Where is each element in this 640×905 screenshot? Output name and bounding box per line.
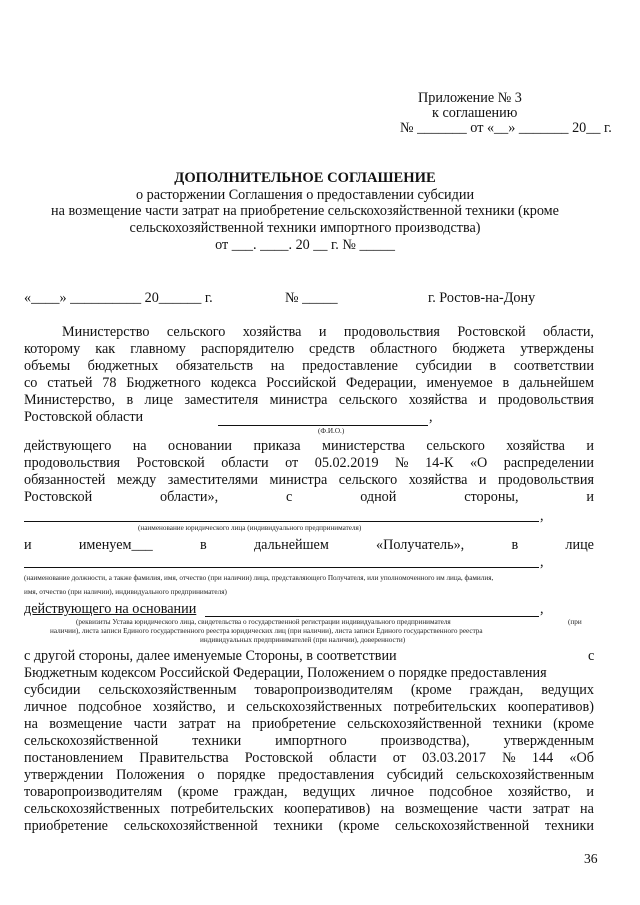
word: сельскохозяйственной <box>394 818 530 834</box>
word: Российской <box>266 375 337 391</box>
word: лице <box>565 537 594 553</box>
word: личное <box>370 784 414 800</box>
para1-line-9 <box>24 472 594 489</box>
word: затрат <box>178 716 216 732</box>
para2-line-6 <box>24 733 594 750</box>
agreement-number: № _____ <box>285 290 338 306</box>
word: заместителя <box>184 392 259 408</box>
representative-field[interactable] <box>24 567 539 568</box>
word: приобретение <box>24 818 108 834</box>
para2-line-1: с другой стороны, далее именуемые Стороны, в соответствии <box>24 648 397 664</box>
para1-line-4 <box>24 375 594 392</box>
basis-caption-2: наличии), листа записи Единого государственного реестра юридических лиц (при наличии), листа записи Единого государственного реестра <box>50 627 483 635</box>
word: о <box>197 767 205 783</box>
word: сельского <box>338 472 398 488</box>
word: соответствии <box>513 358 594 374</box>
word: 144 <box>531 750 554 766</box>
word: производства), <box>380 733 470 749</box>
word: № <box>395 455 409 471</box>
word: в <box>489 358 497 374</box>
word: товаропроизводителям <box>24 784 163 800</box>
word: в <box>126 392 134 408</box>
word: обязанностей <box>24 472 106 488</box>
word: министра <box>269 472 328 488</box>
word: предоставление <box>302 358 398 374</box>
word: Бюджетного <box>126 375 201 391</box>
recipient-named-line <box>24 537 594 554</box>
word: продовольствия <box>343 324 440 340</box>
word: и <box>478 472 487 488</box>
word: лице <box>144 392 174 408</box>
word: (кроме <box>410 682 452 698</box>
word: продовольствия <box>497 392 594 408</box>
word: от <box>285 455 299 471</box>
word: 14-К <box>425 455 454 471</box>
word: Ростовской <box>244 750 313 766</box>
word: потребительских <box>170 801 274 817</box>
word: хозяйства <box>242 324 302 340</box>
word: продовольствия <box>497 472 594 488</box>
para2-line-10 <box>24 801 594 818</box>
recipient-name-field[interactable] <box>24 521 539 522</box>
word: субсидий <box>386 767 444 783</box>
word: (кроме <box>338 818 380 834</box>
word: между <box>116 472 157 488</box>
word: техники <box>273 818 323 834</box>
word: затрат <box>532 801 570 817</box>
word: сельскохозяйственной <box>24 733 159 749</box>
word: области <box>329 750 377 766</box>
word: обязательств <box>175 358 254 374</box>
word: объемы <box>24 358 71 374</box>
word: сельского <box>338 392 398 408</box>
official-name-field[interactable] <box>218 425 428 426</box>
word: приобретение <box>252 716 336 732</box>
representative-caption-2: имя, отчество (при наличии), индивидуального предпринимателя) <box>24 588 227 596</box>
agreement-date: «____» __________ 20______ г. <box>24 290 213 306</box>
subtitle-line-2: на возмещение части затрат на приобретение сельскохозяйственной техники (кроме <box>51 203 559 219</box>
word: Ростовской <box>24 489 93 505</box>
word: потребительских <box>393 699 497 715</box>
word: сельскохозяйственных <box>24 801 161 817</box>
basis-caption-3: индивидуальных предпринимателей (при наличии), доверенности) <box>200 636 406 644</box>
word: со <box>24 375 38 391</box>
basis-caption-1-right: (при <box>568 618 582 626</box>
para1-line-7 <box>24 438 594 455</box>
word: дальнейшем <box>519 375 594 391</box>
para2-line-7 <box>24 750 594 767</box>
word: Положения <box>116 767 185 783</box>
word: министерства <box>322 438 405 454</box>
recipient-name-comma: , <box>540 508 544 524</box>
word: возмещение <box>404 801 479 817</box>
para1-line-8 <box>24 455 594 472</box>
word: и <box>227 699 235 715</box>
para2-line-3 <box>24 682 594 699</box>
para1-line-10 <box>24 489 594 506</box>
word: статьей <box>47 375 93 391</box>
word: 05.02.2019 <box>314 455 379 471</box>
word: главному <box>130 341 186 357</box>
word: № <box>502 750 516 766</box>
word: заместителями <box>167 472 259 488</box>
word: основании <box>168 438 233 454</box>
word: сельскохозяйственной <box>347 716 482 732</box>
word: и <box>586 784 594 800</box>
word: Правительства <box>139 750 229 766</box>
appendix-line-3: № _______ от «__» _______ 20__ г. <box>400 120 612 136</box>
para1-line-2 <box>24 341 594 358</box>
word: товаропроизводителям <box>254 682 393 698</box>
basis-caption-1: (реквизиты Устава юридического лица, свидетельства о государственной регистрации индивидуального предпринимателя <box>76 618 451 626</box>
word: субсидии <box>24 682 81 698</box>
word: ведущих <box>302 784 356 800</box>
word: постановлением <box>24 750 124 766</box>
word: 03.03.2017 <box>422 750 486 766</box>
word: ведущих <box>541 682 594 698</box>
para2-line-5 <box>24 716 594 733</box>
word: техники <box>544 818 594 834</box>
word: стороны, <box>464 489 519 505</box>
word: на <box>24 716 38 732</box>
word: одной <box>360 489 397 505</box>
word: сельского <box>166 324 226 340</box>
word: «О <box>469 455 488 471</box>
word: продовольствия <box>24 455 121 471</box>
word: сельского <box>426 438 485 454</box>
word: и <box>318 324 327 340</box>
para1-line-1 <box>62 324 594 341</box>
agreement-city: г. Ростов-на-Дону <box>428 290 536 306</box>
para2-line-8 <box>24 767 594 784</box>
basis-comma: , <box>540 601 544 617</box>
word: области <box>221 455 269 471</box>
word: сельскохозяйственной <box>123 818 258 834</box>
word: утвержденным <box>503 733 594 749</box>
word: «Об <box>569 750 594 766</box>
word: и <box>586 438 594 454</box>
word: кооперативов) <box>507 699 594 715</box>
appendix-line-1: Приложение № 3 <box>418 90 522 106</box>
word: в <box>502 375 510 391</box>
word: действующего <box>24 438 112 454</box>
word: граждан, <box>469 682 524 698</box>
word: распределении <box>503 455 594 471</box>
word: в <box>200 537 207 553</box>
word: области, <box>542 324 594 340</box>
representative-caption-1: (наименование должности, а также фамилия, имя, отчество (при наличии) лица, представляющего Получателя, или уполномоченного им лица, фамилия, <box>24 574 494 582</box>
word: кодекса <box>210 375 257 391</box>
word: утверждении <box>24 767 104 783</box>
subtitle-line-1: о расторжении Соглашения о предоставлении субсидии <box>135 187 475 203</box>
word: дальнейшем <box>253 537 329 553</box>
word: Министерство <box>62 324 150 340</box>
word: техники <box>192 733 242 749</box>
word: (кроме <box>553 716 594 732</box>
appendix-line-2: к соглашению <box>432 105 518 121</box>
word: хозяйства <box>408 392 468 408</box>
fio-caption: (Ф.И.О.) <box>318 427 345 435</box>
word: именуемое <box>426 375 493 391</box>
word: которому <box>24 341 81 357</box>
word: предоставления <box>278 767 375 783</box>
subtitle-line-4: от ___. ____. 20 __ г. № _____ <box>215 237 395 253</box>
word: как <box>95 341 116 357</box>
word: хозяйство, <box>152 699 216 715</box>
word: Министерство, <box>24 392 116 408</box>
para2-line-1-end: с <box>588 648 595 664</box>
word: именуем___ <box>78 537 153 553</box>
word: (кроме <box>177 784 219 800</box>
basis-field[interactable] <box>205 616 539 617</box>
word: и <box>586 489 594 505</box>
page-number: 36 <box>584 851 598 866</box>
word: на <box>580 801 594 817</box>
basis-label: действующего на основании <box>24 601 197 617</box>
para2-line-4 <box>24 699 594 716</box>
word: сельскохозяйственным <box>98 682 237 698</box>
para1-line-6-comma: , <box>429 409 433 425</box>
para2-line-11 <box>24 818 594 835</box>
word: личное <box>24 699 67 715</box>
word: «Получатель», <box>376 537 465 553</box>
word: на <box>226 716 241 732</box>
word: распорядителю <box>200 341 294 357</box>
word: средств <box>309 341 355 357</box>
word: и <box>24 537 32 553</box>
recipient-name-caption: (наименование юридического лица (индивидуального предпринимателя) <box>138 524 362 532</box>
word: хозяйства <box>408 472 468 488</box>
word: с <box>286 489 293 505</box>
word: области», <box>160 489 219 505</box>
word: от <box>392 750 406 766</box>
word: части <box>488 801 522 817</box>
word: хозяйство, <box>507 784 571 800</box>
word: Ростовской <box>457 324 526 340</box>
word: субсидии <box>415 358 472 374</box>
word: министра <box>269 392 328 408</box>
word: областного <box>370 341 438 357</box>
word: техники <box>492 716 542 732</box>
word: возмещение <box>49 716 123 732</box>
word: и <box>478 392 487 408</box>
word: на <box>270 358 285 374</box>
word: порядке <box>217 767 266 783</box>
word: подсобное <box>429 784 493 800</box>
word: Ростовской <box>136 455 205 471</box>
word: приказа <box>253 438 301 454</box>
word: в <box>511 537 519 553</box>
word: части <box>133 716 168 732</box>
word: хозяйства <box>506 438 565 454</box>
word: Федерации, <box>346 375 417 391</box>
word: кооперативов) <box>284 801 371 817</box>
word: подсобное <box>78 699 142 715</box>
word: утверждены <box>520 341 594 357</box>
para2-line-2: Бюджетным кодексом Российской Федерации, Положением о порядке предоставления <box>24 665 547 681</box>
word: 78 <box>102 375 117 391</box>
para1-line-5 <box>24 392 594 409</box>
word: импортного <box>275 733 347 749</box>
word: на <box>132 438 147 454</box>
document-title: ДОПОЛНИТЕЛЬНОЕ СОГЛАШЕНИЕ <box>174 170 436 186</box>
word: бюджета <box>452 341 506 357</box>
representative-comma: , <box>540 554 544 570</box>
subtitle-line-3: сельскохозяйственной техники импортного производства) <box>129 220 481 236</box>
word: на <box>380 801 395 817</box>
para1-line-3 <box>24 358 594 375</box>
word: сельскохозяйственным <box>455 767 594 783</box>
word: сельскохозяйственных <box>246 699 383 715</box>
para2-line-9 <box>24 784 594 801</box>
para1-line-6: Ростовской области <box>24 409 144 425</box>
word: граждан, <box>233 784 288 800</box>
word: бюджетных <box>87 358 159 374</box>
